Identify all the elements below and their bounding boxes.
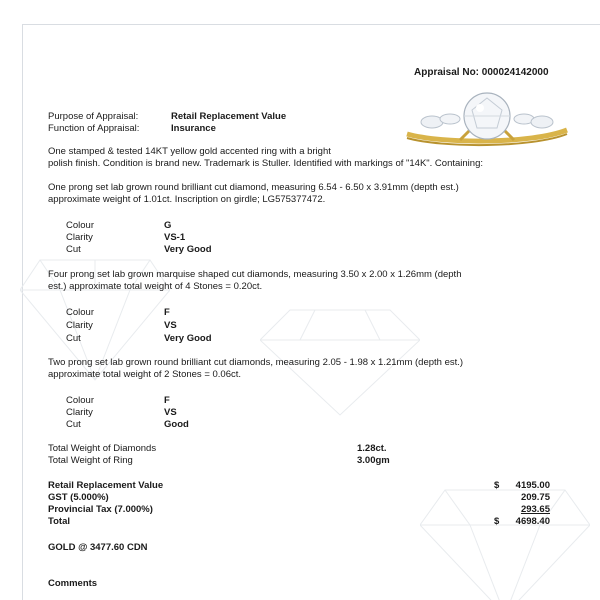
function-value: Insurance <box>171 123 216 134</box>
total-currency: $ <box>494 516 500 527</box>
total-label: Total <box>48 516 70 527</box>
stone2-cut-value: Very Good <box>164 333 212 344</box>
stone1-cut-label: Cut <box>66 244 81 255</box>
stone3-description-1: Two prong set lab grown round brilliant cut diamonds, measuring 2.05 - 1.98 x 1.21mm (depth est.) <box>48 357 464 368</box>
stone1-clarity-label: Clarity <box>66 232 93 243</box>
pst-value: 293.65 <box>520 504 550 515</box>
total-value: 4698.40 <box>515 516 550 527</box>
ring-weight-value: 3.00gm <box>357 455 390 466</box>
gst-label: GST (5.000%) <box>48 492 109 503</box>
stone2-clarity-label: Clarity <box>66 320 93 331</box>
pst-label: Provincial Tax (7.000%) <box>48 504 153 515</box>
purpose-value: Retail Replacement Value <box>171 111 287 122</box>
appraisal-number: Appraisal No: 000024142000 <box>414 67 549 78</box>
function-label: Function of Appraisal: <box>48 123 140 134</box>
gst-value: 209.75 <box>520 492 550 503</box>
gold-price: GOLD @ 3477.60 CDN <box>48 542 148 553</box>
description-line-2: polish finish. Condition is brand new. Trademark is Stuller. Identified with markings of "14K". Containing: <box>48 158 483 169</box>
stone3-clarity-label: Clarity <box>66 407 93 418</box>
description-line-1: One stamped & tested 14KT yellow gold accented ring with a bright <box>48 146 331 157</box>
stone1-colour-label: Colour <box>66 220 94 231</box>
diamond-weight-value: 1.28ct. <box>357 443 387 454</box>
stone3-cut-value: Good <box>164 419 189 430</box>
retail-value-label: Retail Replacement Value <box>48 480 164 491</box>
stone3-cut-label: Cut <box>66 419 81 430</box>
stone1-description-2: approximate weight of 1.01ct. Inscription on girdle; LG575377472. <box>48 194 326 205</box>
stone2-colour-label: Colour <box>66 307 94 318</box>
ring-weight-label: Total Weight of Ring <box>48 455 133 466</box>
stone2-description-2: est.) approximate total weight of 4 Stones = 0.20ct. <box>48 281 263 292</box>
comments-heading: Comments <box>48 578 98 589</box>
stone3-colour-value: F <box>164 395 170 406</box>
stone1-description-1: One prong set lab grown round brilliant cut diamond, measuring 6.54 - 6.50 x 3.91mm (depth est.) <box>48 182 459 193</box>
stone2-cut-label: Cut <box>66 333 81 344</box>
stone1-colour-value: G <box>164 220 172 231</box>
stone2-clarity-value: VS <box>164 320 177 331</box>
diamond-weight-label: Total Weight of Diamonds <box>48 443 157 454</box>
stone2-description-1: Four prong set lab grown marquise shaped cut diamonds, measuring 3.50 x 2.00 x 1.26mm (depth <box>48 269 462 280</box>
retail-value: 4195.00 <box>515 480 550 491</box>
stone1-cut-value: Very Good <box>164 244 212 255</box>
stone3-description-2: approximate total weight of 2 Stones = 0.06ct. <box>48 369 242 380</box>
stone3-colour-label: Colour <box>66 395 94 406</box>
stone1-clarity-value: VS-1 <box>164 232 186 243</box>
purpose-label: Purpose of Appraisal: <box>48 111 139 122</box>
stone2-colour-value: F <box>164 307 170 318</box>
stone3-clarity-value: VS <box>164 407 177 418</box>
retail-currency: $ <box>494 480 500 491</box>
ring-photo <box>402 92 572 152</box>
